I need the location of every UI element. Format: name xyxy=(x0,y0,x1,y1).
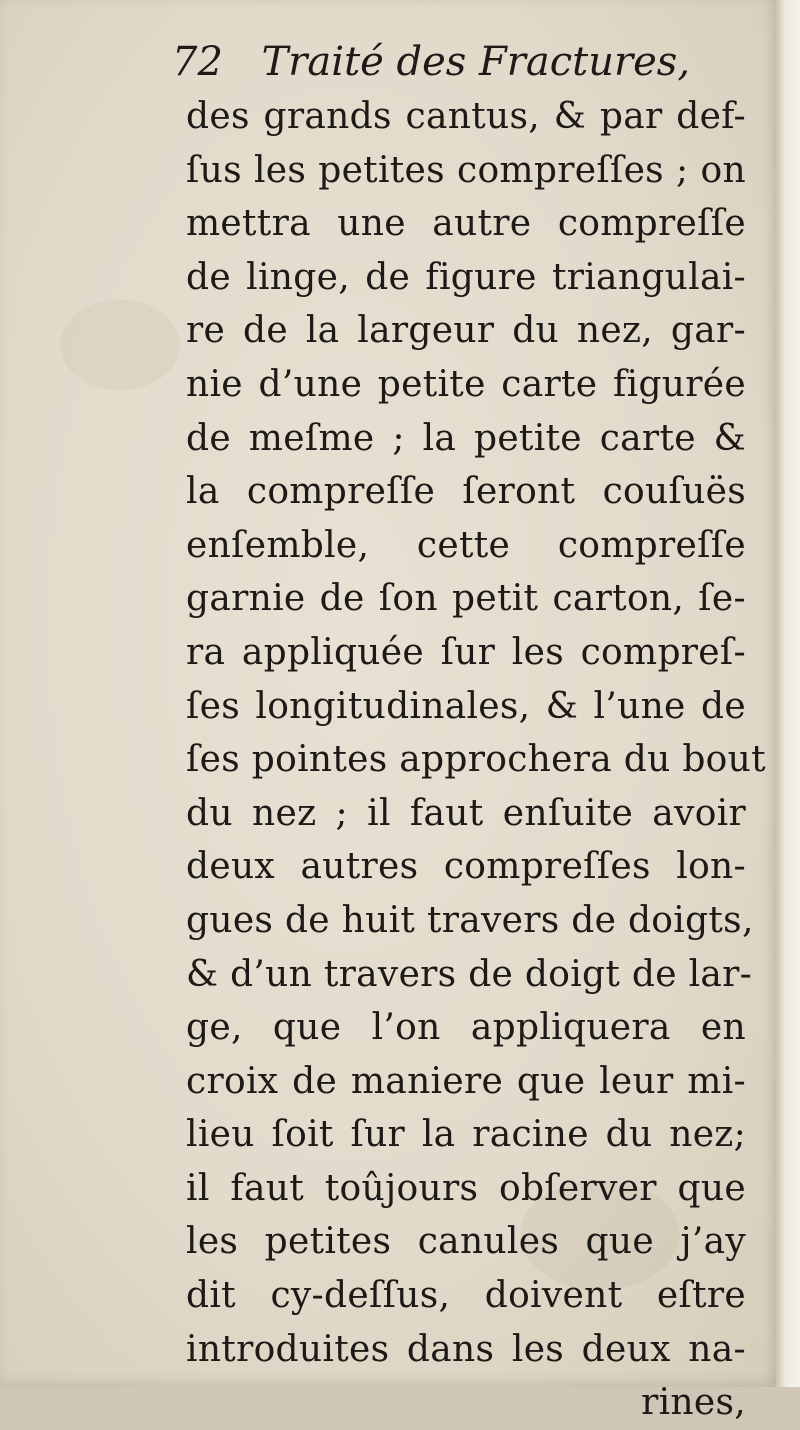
text-line: enſemble, cette compreſſe xyxy=(186,524,746,566)
catchword-line: rines, xyxy=(641,1382,746,1424)
text-line: lieu ſoit ſur la racine du nez; xyxy=(186,1114,746,1156)
text-line: croix de maniere que leur mi- xyxy=(186,1060,746,1102)
text-line: de meſme ; la petite carte & xyxy=(186,417,746,459)
paper-stain xyxy=(60,300,180,390)
text-line: & d’un travers de doigt de lar- xyxy=(186,953,753,995)
text-line: des grands cantus, & par def- xyxy=(186,96,746,137)
text-line: introduites dans les deux na- xyxy=(186,1328,746,1370)
text-line: de linge, de figure triangulai- xyxy=(186,256,746,298)
text-line: ſes pointes approchera du bout xyxy=(186,739,766,781)
text-line: deux autres compreſſes lon- xyxy=(186,846,746,888)
text-line: gues de huit travers de doigts, xyxy=(186,899,754,941)
text-line: du nez ; il faut enſuite avoir xyxy=(186,792,746,834)
text-line: nie d’une petite carte figurée xyxy=(186,363,746,405)
body-text xyxy=(186,90,766,1430)
text-line: ſus les petites compreſſes ; on xyxy=(186,149,746,191)
page-number: 72 xyxy=(172,39,223,85)
text-line: garnie de ſon petit carton, ſe- xyxy=(186,578,746,620)
text-line: dit cy-deſſus, doivent eſtre xyxy=(186,1275,746,1317)
text-line: il faut toûjours obſerver que xyxy=(186,1167,746,1209)
text-line: ſes longitudinales, & l’une de xyxy=(186,685,746,727)
page-edge xyxy=(776,0,800,1387)
text-line: la compreſſe ſeront couſuës xyxy=(186,471,746,513)
page-header xyxy=(172,36,732,88)
text-line: re de la largeur du nez, gar- xyxy=(186,310,746,352)
text-line: ra appliquée ſur les compreſ- xyxy=(186,631,746,673)
text-line: les petites canules que j’ay xyxy=(186,1221,746,1263)
text-line: mettra une autre compreſſe xyxy=(186,203,746,245)
text-line: ge, que l’on appliquera en xyxy=(186,1007,746,1049)
running-title: Traité des Fractures, xyxy=(261,39,691,85)
